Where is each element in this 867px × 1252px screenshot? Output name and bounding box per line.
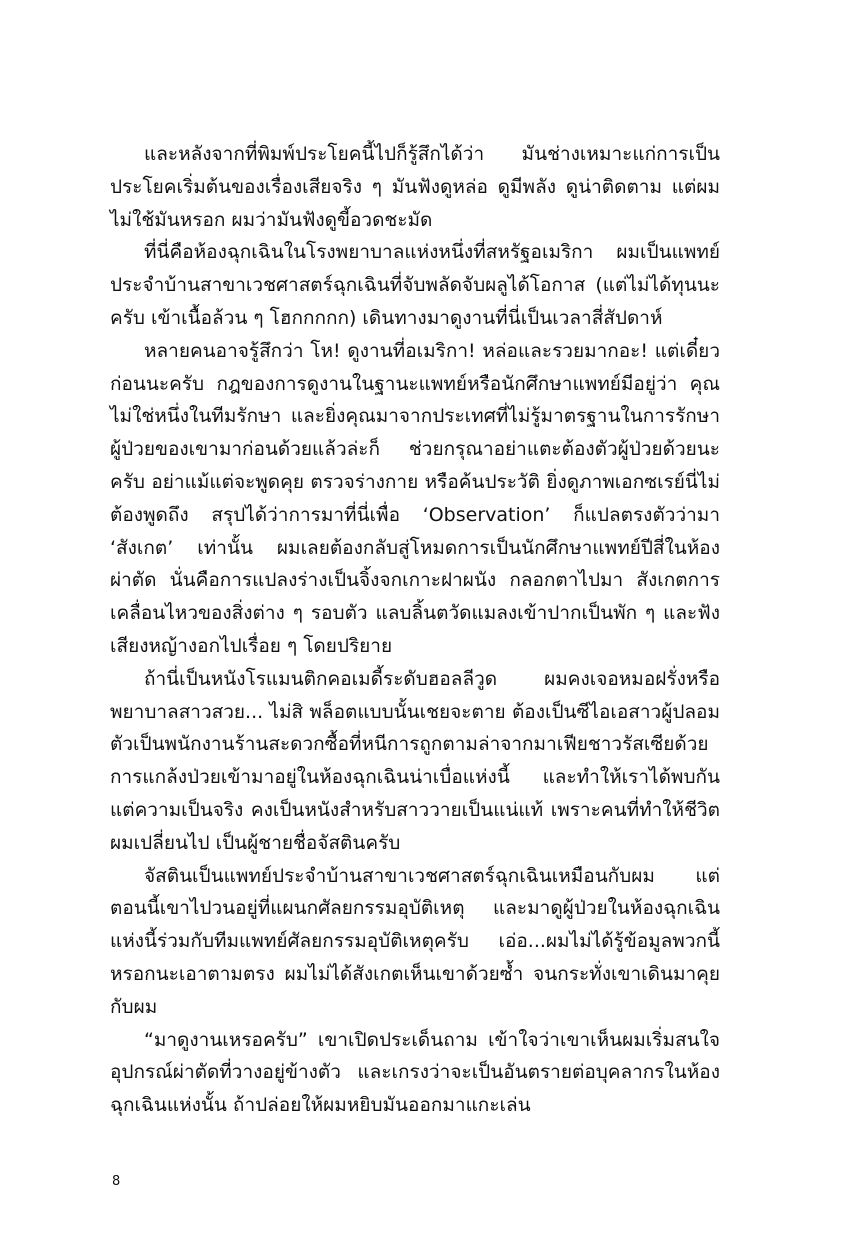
paragraph-6: “มาดูงานเหรอครับ” เขาเปิดประเด็นถาม เข้าใจว่าเขาเห็นผมเริ่มสนใจอุปกรณ์ผ่าตัดที่วางอยู่ข้างตัว และเกรงว่าจะเป็นอันตรายต่อบุคลากรในห้องฉุกเฉินแห่งนั้น ถ้าปล่อยให้ผมหยิบมันออกมาแกะเล่น bbox=[110, 1028, 720, 1117]
page-body bbox=[110, 138, 720, 1122]
paragraph-3: หลายคนอาจรู้สึกว่า โห! ดูงานที่อเมริกา! หล่อและรวยมากอะ! แต่เดี๋ยวก่อนนะครับ กฎของการดูงานในฐานะแพทย์หรือนักศึกษาแพทย์มีอยู่ว่า คุณไม่ใช่หนึ่งในทีมรักษา และยิ่งคุณมาจากประเทศที่ไม่รู้มาตรฐานในการรักษาผู้ป่วยของเขามาก่อนด้วยแล้วล่ะก็ ช่วยกรุณาอย่าแตะต้องตัวผู้ป่วยด้วยนะครับ อย่าแม้แต่จะพูดคุย ตรวจร่างกาย หรือค้นประวัติ ยิ่งดูภาพเอกซเรย์นี่ไม่ต้องพูดถึง สรุปได้ว่าการมาที่นี่เพื่อ ‘Observation’ ก็แปลตรงตัวว่ามา ‘สังเกต’ เท่านั้น ผมเลยต้องกลับสู่โหมดการเป็นนักศึกษาแพทย์ปีสี่ในห้องผ่าตัด นั่นคือการแปลงร่างเป็นจิ้งจกเกาะฝาผนัง กลอกตาไปมา สังเกตการเคลื่อนไหวของสิ่งต่าง ๆ รอบตัว แลบลิ้นตวัดแมลงเข้าปากเป็นพัก ๆ และฟังเสียงหญ้างอกไปเรื่อย ๆ โดยปริยาย bbox=[110, 339, 720, 657]
page-number: 8 bbox=[112, 1174, 121, 1189]
paragraph-4: ถ้านี่เป็นหนังโรแมนติกคอเมดี้ระดับฮอลลีวูด ผมคงเจอหมอฝรั่งหรือพยาบาลสาวสวย... ไม่สิ พล็อตแบบนั้นเชยจะตาย ต้องเป็นซีไอเอสาวผู้ปลอมตัวเป็นพนักงานร้านสะดวกซื้อที่หนีการถูกตามล่าจากมาเฟียชาวรัสเซียด้วยการแกล้งป่วยเข้ามาอยู่ในห้องฉุกเฉินน่าเบื่อแห่งนี้ และทำให้เราได้พบกัน แต่ความเป็นจริง คงเป็นหนังสำหรับสาววายเป็นแน่แท้ เพราะคนที่ทำให้ชีวิตผมเปลี่ยนไป เป็นผู้ชายชื่อจัสตินครับ bbox=[110, 667, 720, 854]
paragraph-1: และหลังจากที่พิมพ์ประโยคนี้ไปก็รู้สึกได้ว่า มันช่างเหมาะแก่การเป็นประโยคเริ่มต้นของเรื่องเสียจริง ๆ มันฟังดูหล่อ ดูมีพลัง ดูน่าติดตาม แต่ผมไม่ใช้มันหรอก ผมว่ามันฟังดูขี้อวดชะมัด bbox=[110, 143, 720, 231]
paragraph-5: จัสตินเป็นแพทย์ประจำบ้านสาขาเวชศาสตร์ฉุกเฉินเหมือนกับผม แต่ตอนนี้เขาไปวนอยู่ที่แผนกศัลยกรรมอุบัติเหตุ และมาดูผู้ป่วยในห้องฉุกเฉินแห่งนี้ร่วมกับทีมแพทย์ศัลยกรรมอุบัติเหตุครับ เอ่อ...ผมไม่ได้รู้ข้อมูลพวกนี้หรอกนะเอาตามตรง ผมไม่ได้สังเกตเห็นเขาด้วยซ้ำ จนกระทั่งเขาเดินมาคุยกับผม bbox=[110, 864, 720, 1018]
paragraph-2: ที่นี่คือห้องฉุกเฉินในโรงพยาบาลแห่งหนึ่งที่สหรัฐอเมริกา ผมเป็นแพทย์ประจำบ้านสาขาเวชศาสตร์ฉุกเฉินที่จับพลัดจับผลูได้โอกาส (แต่ไม่ได้ทุนนะครับ เข้าเนื้อล้วน ๆ โฮกกกกก) เดินทางมาดูงานที่นี่เป็นเวลาสี่สัปดาห์ bbox=[110, 241, 720, 329]
